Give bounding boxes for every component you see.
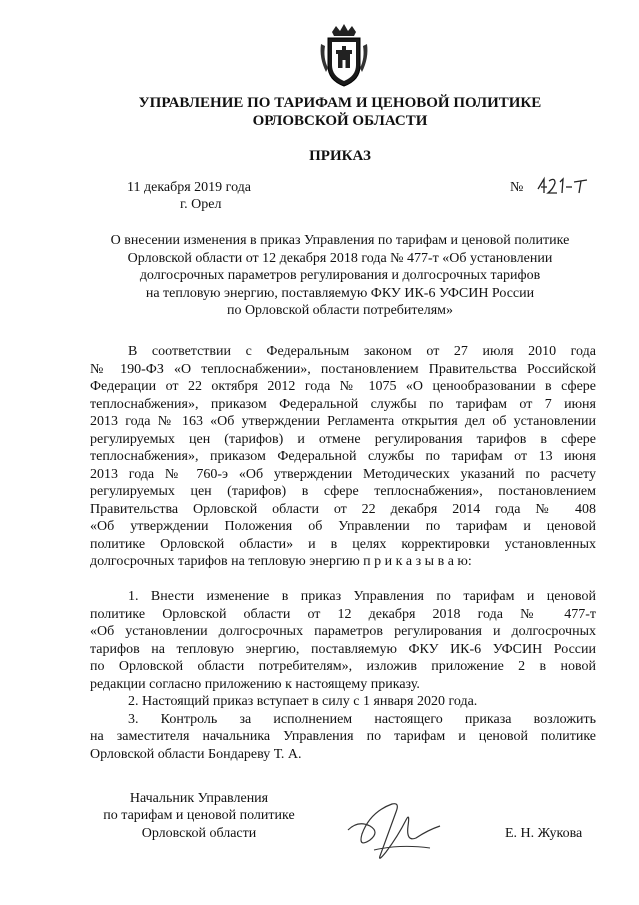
preamble-line: долгосрочных тарифов на тепловую энергию п р и к а з ы в а ю:: [90, 554, 472, 569]
position-line: по тарифам и ценовой политике: [103, 808, 295, 824]
signer-name: Е. Н. Жукова: [505, 826, 583, 841]
position-line: Орловской области: [141, 825, 257, 841]
handwritten-signature: [340, 790, 450, 868]
preamble-line: Правительства Орловской области от 22 декабря 2014 года № 408: [90, 501, 596, 517]
item-line: «Об установлении долгосрочных параметров регулирования и долгосрочных: [90, 624, 596, 639]
subject-line: на тепловую энергию, поставляемую ФКУ ИК-6 УФСИН России: [145, 285, 535, 301]
doc-type-title: ПРИКАЗ: [309, 148, 371, 164]
position-line: Начальник Управления: [129, 791, 269, 806]
preamble-line: регулируемых цен (тарифов) в сфере теплоснабжения», постановлением: [90, 484, 596, 499]
doc-date: 11 декабря 2019 года: [127, 180, 252, 195]
subject-line: О внесении изменения в приказ Управления по тарифам и ценовой политике: [110, 233, 570, 248]
preamble-line: теплоснабжения», приказом Федеральной службы по тарифам от 13 июня: [90, 449, 596, 464]
preamble-line: теплоснабжения», приказом Федеральной службы по тарифам от 7 июня: [90, 396, 596, 412]
preamble-line: В соответствии с Федеральным законом от 27 июля 2010 года: [128, 344, 596, 359]
doc-number-label: №: [510, 180, 524, 195]
preamble-line: № 190-ФЗ «О теплоснабжении», постановлением Правительства Российской: [90, 361, 596, 377]
preamble-line: «Об утверждении Положения об Управлении по тарифам и ценовой: [90, 519, 596, 534]
handwritten-number: [535, 175, 595, 197]
item-line: 1. Внести изменение в приказ Управления по тарифам и ценовой: [128, 589, 596, 604]
subject-line: по Орловской области потребителям»: [226, 303, 454, 319]
item-line: 3. Контроль за исполнением настоящего приказа возложить: [128, 711, 596, 727]
preamble-line: политике Орловской области» и в целях корректировки установленных: [90, 536, 596, 552]
subject-line: долгосрочных параметров регулирования и долгосрочных тарифов: [139, 268, 541, 284]
item-line: политике Орловской области от 12 декабря 2018 года № 477-т: [90, 606, 596, 622]
preamble-line: регулируемых цен (тарифов) и отмене регулирования тарифов в сфере: [90, 431, 596, 447]
item-line: на заместителя начальника Управления по тарифам и ценовой политике: [90, 729, 596, 744]
order-subject: [72, 232, 608, 320]
subject-line: Орловской области от 12 декабря 2018 года № 477-т «Об установлении: [127, 250, 553, 266]
signer-position: [80, 790, 318, 842]
coat-of-arms-icon: [318, 22, 370, 88]
preamble-line: Федерации от 22 октября 2012 года № 1075 «О ценообразовании в сфере: [90, 379, 596, 394]
item-line: тарифов на тепловую энергию, поставляемую ФКУ ИК-6 УФСИН России: [90, 641, 596, 657]
org-name-line1: УПРАВЛЕНИЕ ПО ТАРИФАМ И ЦЕНОВОЙ ПОЛИТИКЕ: [138, 95, 542, 111]
preamble-line: 2013 года № 760-э «Об утверждении Методических указаний по расчету: [90, 466, 596, 482]
order-item-2: 2. Настоящий приказ вступает в силу с 1 января 2020 года.: [128, 694, 478, 709]
preamble-line: 2013 года № 163 «Об утверждении Регламента открытия дел об установлении: [90, 414, 596, 429]
org-name-line2: ОРЛОВСКОЙ ОБЛАСТИ: [252, 113, 428, 129]
item-line: Орловской области Бондареву Т. А.: [90, 746, 302, 762]
item-line: редакции согласно приложению к настоящему приказу.: [90, 676, 420, 692]
item-line: по Орловской области потребителям», изложив приложение 2 в новой: [90, 659, 596, 674]
doc-city: г. Орел: [180, 197, 222, 212]
